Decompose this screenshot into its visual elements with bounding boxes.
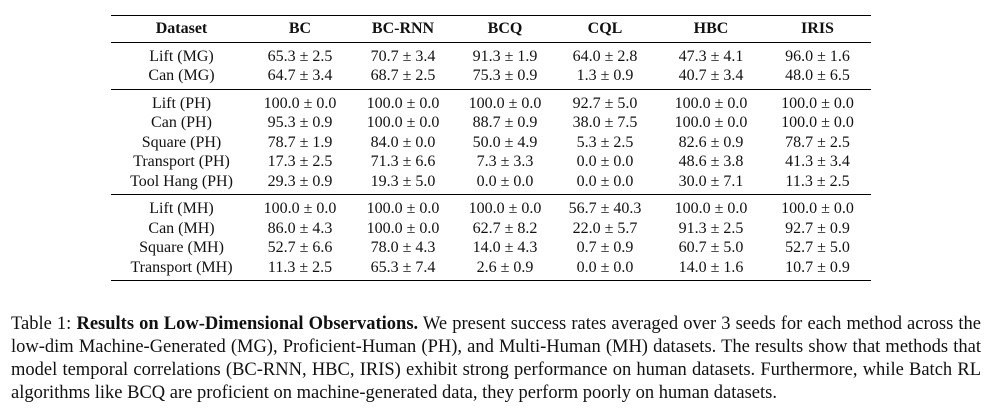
result-cell: 38.0 ± 7.5	[572, 114, 638, 131]
result-cell: 0.0 ± 0.0	[576, 153, 634, 170]
result-cell: 47.3 ± 4.1	[678, 47, 744, 65]
result-cell: 0.0 ± 0.0	[576, 172, 634, 190]
result-cell: 11.3 ± 2.5	[267, 258, 333, 276]
result-cell: 30.0 ± 7.1	[678, 172, 744, 190]
table-row	[111, 42, 871, 66]
result-cell: 78.7 ± 2.5	[785, 133, 850, 151]
result-cell: 0.0 ± 0.0	[476, 172, 534, 190]
result-cell: 86.0 ± 4.3	[267, 219, 333, 237]
dataset-cell: Can (MH)	[148, 219, 215, 237]
result-cell: 64.0 ± 2.8	[572, 47, 638, 65]
result-cell: 78.0 ± 4.3	[370, 239, 436, 256]
result-cell: 100.0 ± 0.0	[366, 114, 440, 131]
dataset-cell: Transport (MH)	[130, 258, 233, 276]
result-cell: 0.7 ± 0.9	[576, 239, 634, 256]
result-cell: 96.0 ± 1.6	[785, 47, 850, 65]
result-cell: 52.7 ± 6.6	[267, 239, 333, 256]
result-cell: 11.3 ± 2.5	[785, 172, 850, 190]
result-cell: 100.0 ± 0.0	[468, 200, 542, 217]
dataset-cell: Can (MG)	[148, 67, 215, 84]
column-header-dataset: Dataset	[155, 20, 208, 37]
result-cell: 84.0 ± 0.0	[370, 133, 436, 151]
dataset-cell: Lift (PH)	[151, 94, 212, 112]
result-cell: 1.3 ± 0.9	[576, 67, 634, 84]
result-cell: 100.0 ± 0.0	[781, 94, 854, 112]
result-cell: 100.0 ± 0.0	[674, 114, 748, 131]
results-table	[111, 15, 871, 281]
result-cell: 62.7 ± 8.2	[472, 219, 538, 237]
table-row	[111, 133, 871, 153]
result-cell: 100.0 ± 0.0	[263, 94, 337, 112]
result-cell: 19.3 ± 5.0	[370, 172, 436, 190]
result-cell: 52.7 ± 5.0	[785, 239, 850, 256]
result-cell: 100.0 ± 0.0	[781, 114, 854, 131]
table-caption	[11, 313, 981, 405]
result-cell: 56.7 ± 40.3	[568, 200, 642, 217]
result-cell: 41.3 ± 3.4	[785, 153, 850, 170]
result-cell: 75.3 ± 0.9	[472, 67, 538, 84]
header-row	[111, 16, 871, 43]
result-cell: 100.0 ± 0.0	[674, 200, 748, 217]
dataset-cell: Square (MH)	[139, 239, 224, 256]
result-cell: 70.7 ± 3.4	[370, 47, 436, 65]
result-cell: 29.3 ± 0.9	[267, 172, 333, 190]
result-cell: 100.0 ± 0.0	[366, 94, 440, 112]
result-cell: 65.3 ± 7.4	[370, 258, 436, 276]
caption-title: Results on Low-Dimensional Observations.	[76, 313, 419, 334]
result-cell: 100.0 ± 0.0	[781, 200, 854, 217]
result-cell: 88.7 ± 0.9	[472, 114, 538, 131]
dataset-cell: Lift (MH)	[149, 200, 214, 217]
table-row	[111, 152, 871, 172]
result-cell: 0.0 ± 0.0	[576, 258, 634, 276]
caption-label: Table 1:	[11, 313, 72, 334]
result-cell: 92.7 ± 0.9	[785, 219, 850, 237]
result-cell: 100.0 ± 0.0	[674, 94, 748, 112]
table-group-mh	[111, 195, 871, 281]
result-cell: 64.7 ± 3.4	[267, 67, 333, 84]
result-cell: 17.3 ± 2.5	[267, 153, 333, 170]
result-cell: 50.0 ± 4.9	[472, 133, 538, 151]
table-row	[111, 238, 871, 258]
caption-body: We present success rates averaged over 3 seeds for each method across the low-dim Machine-Generated (MG), Proficient-Human (PH), and Multi-Human (MH) datasets. The results show that methods that model temporal correlations (BC-RNN, HBC, IRIS) exhibit strong performance on human datasets. Furthermore, while Batch RL algorithms like BCQ are proficient on machine-generated data, they perform poorly on human datasets.	[11, 313, 982, 403]
table-row	[111, 113, 871, 133]
result-cell: 65.3 ± 2.5	[267, 47, 333, 65]
result-cell: 7.3 ± 3.3	[476, 153, 534, 170]
column-header-iris: IRIS	[801, 20, 834, 37]
result-cell: 68.7 ± 2.5	[370, 67, 436, 84]
result-cell: 100.0 ± 0.0	[468, 94, 542, 112]
table-row	[111, 172, 871, 195]
table-row	[111, 258, 871, 281]
table-row	[111, 89, 871, 113]
result-cell: 71.3 ± 6.6	[370, 153, 436, 170]
result-cell: 100.0 ± 0.0	[263, 200, 337, 217]
result-cell: 60.7 ± 5.0	[678, 239, 744, 256]
column-header-hbc: HBC	[693, 20, 729, 37]
table-row	[111, 219, 871, 239]
dataset-cell: Transport (PH)	[133, 153, 230, 170]
result-cell: 14.0 ± 1.6	[678, 258, 744, 276]
result-cell: 48.6 ± 3.8	[678, 153, 744, 170]
result-cell: 78.7 ± 1.9	[267, 133, 333, 151]
table-row	[111, 66, 871, 89]
result-cell: 2.6 ± 0.9	[476, 258, 534, 276]
result-cell: 95.3 ± 0.9	[267, 114, 333, 131]
result-cell: 100.0 ± 0.0	[366, 200, 440, 217]
column-header-bcq: BCQ	[487, 20, 523, 37]
column-header-bc: BC	[288, 20, 312, 37]
result-cell: 91.3 ± 1.9	[472, 47, 538, 65]
dataset-cell: Can (PH)	[151, 114, 212, 131]
result-cell: 22.0 ± 5.7	[572, 219, 638, 237]
dataset-cell: Square (PH)	[141, 133, 222, 151]
result-cell: 92.7 ± 5.0	[572, 94, 638, 112]
table-group-ph	[111, 89, 871, 195]
result-cell: 100.0 ± 0.0	[366, 219, 440, 237]
result-cell: 91.3 ± 2.5	[678, 219, 744, 237]
table-group-mg	[111, 42, 871, 89]
dataset-cell: Lift (MG)	[149, 47, 214, 65]
column-header-cql: CQL	[587, 20, 623, 37]
dataset-cell: Tool Hang (PH)	[130, 172, 233, 190]
result-cell: 48.0 ± 6.5	[785, 67, 850, 84]
column-header-bc-rnn: BC-RNN	[371, 20, 435, 37]
result-cell: 14.0 ± 4.3	[472, 239, 538, 256]
result-cell: 40.7 ± 3.4	[678, 67, 744, 84]
result-cell: 5.3 ± 2.5	[576, 133, 634, 151]
result-cell: 82.6 ± 0.9	[678, 133, 744, 151]
table-row	[111, 195, 871, 219]
result-cell: 10.7 ± 0.9	[785, 258, 850, 276]
